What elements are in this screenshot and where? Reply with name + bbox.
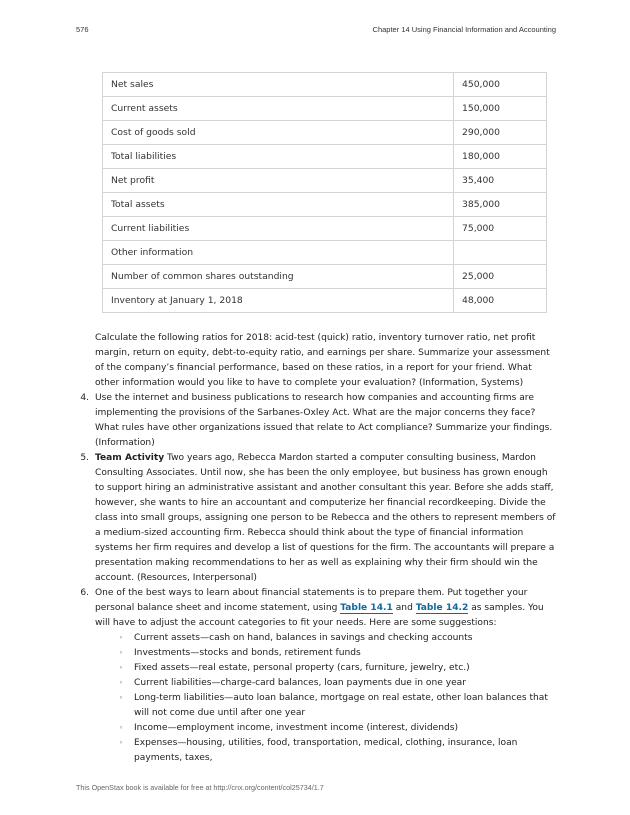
item-text: One of the best ways to learn about financial statements is to prepare them. Put together your personal balance sheet and income statement, using: [95, 588, 528, 613]
team-activity-label: Team Activity: [95, 453, 165, 463]
row-value: [454, 241, 547, 265]
row-label: Total liabilities: [103, 145, 454, 169]
row-label: Total assets: [103, 193, 454, 217]
item-text: as samples. You will have to adjust the account categories to fit your needs. Here are some suggestions:: [95, 603, 544, 628]
row-label: Inventory at January 1, 2018: [103, 289, 454, 313]
row-value: 75,000: [454, 217, 547, 241]
row-label: Net sales: [103, 73, 454, 97]
table-row: [103, 289, 547, 313]
row-value: 450,000: [454, 73, 547, 97]
table-row: [103, 169, 547, 193]
list-item: [119, 631, 558, 646]
table-row: [103, 121, 547, 145]
list-item-text: Income—employment income, investment income (interest, dividends): [134, 723, 459, 733]
item-number: 5.: [80, 453, 89, 463]
row-value: 35,400: [454, 169, 547, 193]
financial-data-table: [102, 72, 547, 313]
suggestion-list: [95, 631, 558, 766]
row-value: 180,000: [454, 145, 547, 169]
table-row: [103, 217, 547, 241]
list-item-text: Current liabilities—charge-card balances, loan payments due in one year: [134, 678, 466, 688]
list-item-text: Fixed assets—real estate, personal property (cars, furniture, jewelry, etc.): [134, 663, 470, 673]
row-label: Net profit: [103, 169, 454, 193]
row-value: 25,000: [454, 265, 547, 289]
item-text: Two years ago, Rebecca Mardon started a computer consulting business, Mardon Consulting Associates. Until now, she has been the only employee, but business has grown enough to support hiring an administrative assistant and another consultant this year. Before she adds staff, however, she wants to hire an accountant and computerize her financial recordkeeping. Divide the class into small groups, assigning one person to be Rebecca and the others to represent members of a medium-sized accounting firm. Rebecca should think about the type of financial information systems her firm requires and develop a list of questions for the firm. The accountants will prepare a presentation making recommendations to her as well as explaining why their firm should win the account. (Resources, Interpersonal): [95, 453, 556, 583]
row-label: Number of common shares outstanding: [103, 265, 454, 289]
table-row: [103, 97, 547, 121]
list-item: [119, 721, 558, 736]
row-value: 48,000: [454, 289, 547, 313]
item-number: 6.: [80, 588, 89, 598]
table-row: [103, 241, 547, 265]
list-item: [119, 691, 558, 721]
table-row: [103, 73, 547, 97]
bullet-icon: ◦: [119, 634, 124, 642]
bullet-icon: ◦: [119, 664, 124, 672]
table-14-1-link[interactable]: Table 14.1: [340, 603, 393, 613]
footer-note: This OpenStax book is available for free at http://cnx.org/content/col25734/1.7: [76, 783, 324, 792]
exercise-item-5: [76, 451, 558, 586]
bullet-icon: ◦: [119, 724, 124, 732]
page-number: 576: [76, 25, 89, 34]
list-item-text: Investments—stocks and bonds, retirement funds: [134, 648, 361, 658]
item-text: and: [392, 603, 416, 613]
list-item-text: Long-term liabilities—auto loan balance, mortgage on real estate, other loan balances that will not come due until after one year: [134, 693, 548, 718]
row-value: 150,000: [454, 97, 547, 121]
list-item-text: Current assets—cash on hand, balances in savings and checking accounts: [134, 633, 473, 643]
list-item: [119, 661, 558, 676]
row-value: 290,000: [454, 121, 547, 145]
list-item: [119, 646, 558, 661]
table-row: [103, 193, 547, 217]
row-label: Current liabilities: [103, 217, 454, 241]
exercise-item-6: [76, 586, 558, 766]
exercise-item-4: [76, 391, 558, 451]
list-item: [119, 676, 558, 691]
exercise-intro: Calculate the following ratios for 2018: acid-test (quick) ratio, inventory turnover ratio, net profit margin, return on equity, debt-to-equity ratio, and earnings per share. Summarize your assessment of the company’s financial performance, based on these ratios, in a report for your friend. What other information would you like to have to complete your evaluation? (Information, Systems): [95, 333, 550, 388]
table-row: [103, 265, 547, 289]
chapter-title: Chapter 14 Using Financial Information and Accounting: [372, 25, 556, 34]
row-value: 385,000: [454, 193, 547, 217]
item-number: 4.: [80, 393, 89, 403]
row-label: Current assets: [103, 97, 454, 121]
table-14-2-link[interactable]: Table 14.2: [415, 603, 469, 613]
bullet-icon: ◦: [119, 694, 124, 702]
list-item-text: Expenses—housing, utilities, food, transportation, medical, clothing, insurance, loan payments, taxes,: [134, 738, 518, 763]
item-text: Use the internet and business publications to research how companies and accounting firms are implementing the provisions of the Sarbanes-Oxley Act. What are the major concerns they face? What rules have other organizations issued that relate to Act compliance? Summarize your findings. (Information): [95, 393, 553, 448]
table-row: [103, 145, 547, 169]
bullet-icon: ◦: [119, 649, 124, 657]
row-label: Cost of goods sold: [103, 121, 454, 145]
bullet-icon: ◦: [119, 739, 124, 747]
bullet-icon: ◦: [119, 679, 124, 687]
list-item: [119, 736, 558, 766]
row-label: Other information: [103, 241, 454, 265]
exercise-body: [76, 331, 558, 766]
